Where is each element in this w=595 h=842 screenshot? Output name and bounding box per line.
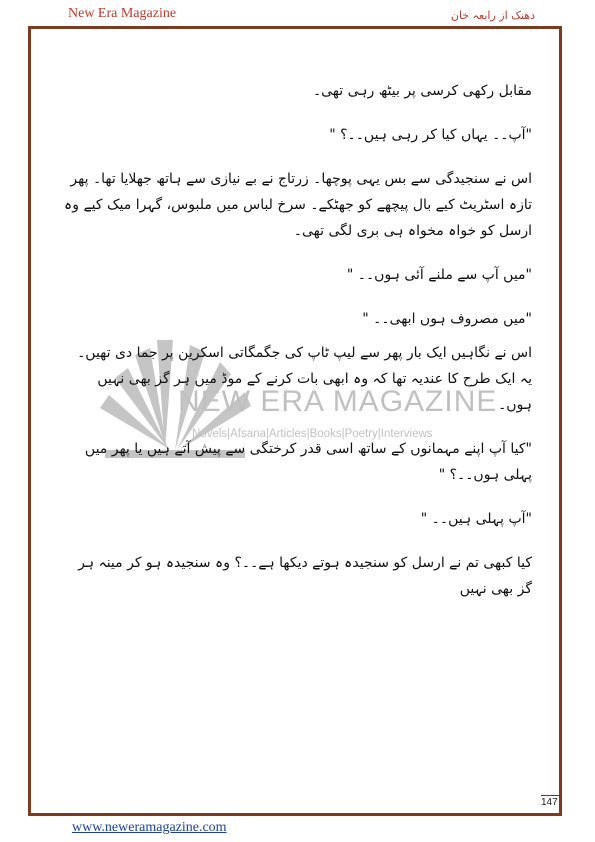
paragraph: اس نے نگاہیں ایک بار پھر سے لیپ ٹاپ کی جگمگاتی اسکرین پر جما دی تھیں۔ یہ ایک طرح کا عندیہ تھا کہ وہ ابھی بات کرنے کے موڈ میں ہر گز بھی نہیں ہوں۔ (77, 345, 532, 413)
watermark-subtitle: Novels|Afsana|Articles|Books|Poetry|Interviews (192, 428, 433, 440)
page-number-divider (541, 795, 559, 796)
paragraph: اس نے سنجیدگی سے بس یہی پوچھا۔ زرتاج نے بے نیازی سے ہاتھ جھلایا تھا۔ پھر تازہ اسٹریٹ کیے بال پیچھے کو جھٹکے۔ سرخ لباس میں ملبوس، گہرا میک کیے وہ ارسل کو خواہ مخواہ ہی بری لگی تھی۔ (64, 171, 532, 239)
magazine-name-header: New Era Magazine (68, 6, 177, 21)
paragraph: "کیا آپ اپنے مہمانوں کے ساتھ اسی قدر کرختگی سے پیش آتے ہیں یا پھر میں پہلی ہوں۔۔؟ " (84, 441, 532, 483)
paragraph: کیا کبھی تم نے ارسل کو سنجیدہ ہوتے دیکھا ہے۔۔؟ وہ سنجیدہ ہو کر مینہ ہر گز بھی نہیں (78, 555, 532, 597)
paragraph: مقابل رکھی کرسی پر بیٹھ رہی تھی۔ (312, 83, 532, 99)
paragraph: "آپ پہلی ہیں۔۔ " (420, 511, 532, 527)
page-number: 147 (541, 797, 558, 808)
paragraph: "میں آپ سے ملنے آئی ہوں۔۔ " (346, 267, 532, 283)
website-link[interactable]: www.neweramagazine.com (72, 820, 227, 835)
paragraph: "میں مصروف ہوں ابھی۔۔ " (362, 311, 532, 327)
watermark-title: NEW ERA MAGAZINE (178, 385, 498, 418)
paragraph: "آپ۔۔ یہاں کیا کر رہی ہیں۔۔؟ " (329, 127, 532, 143)
story-text-body (62, 78, 532, 620)
story-author-header: دھنک از رابعہ خان (450, 9, 535, 22)
